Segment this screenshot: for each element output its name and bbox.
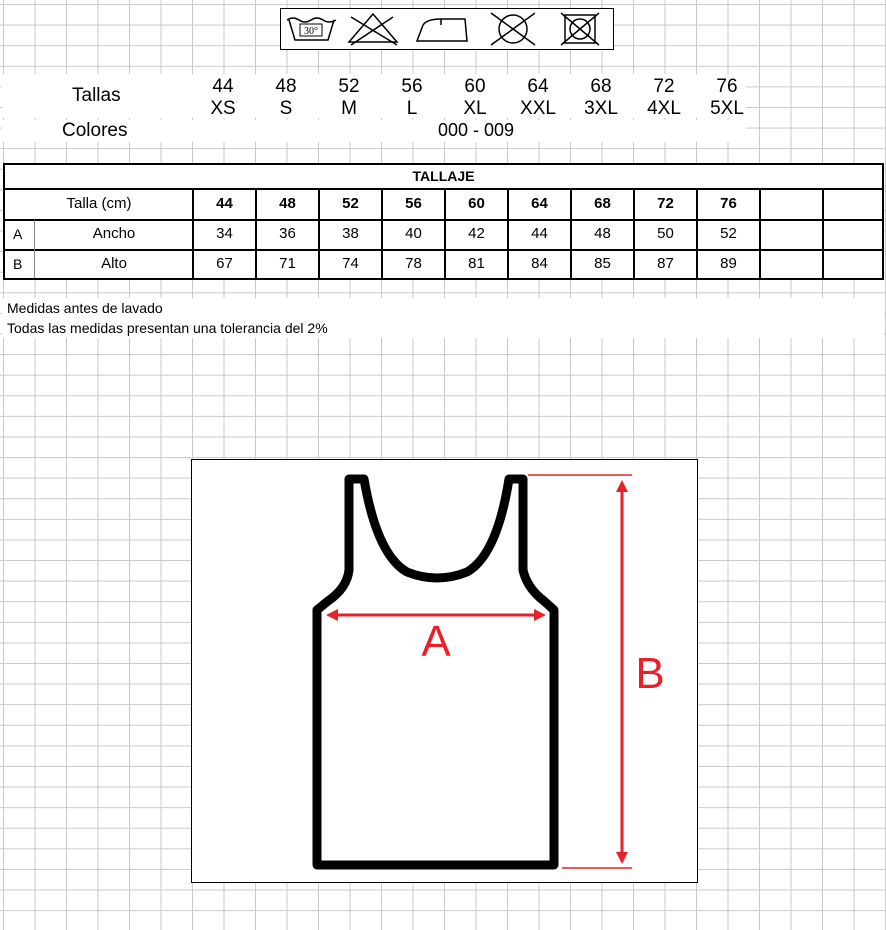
size-number: 72 xyxy=(653,76,675,97)
row-value: 74 xyxy=(342,255,359,272)
notes-section xyxy=(2,298,884,338)
size-number: 64 xyxy=(527,76,549,97)
row-value: 34 xyxy=(216,225,233,242)
table-divider xyxy=(192,190,194,278)
size-letter: XL xyxy=(463,98,487,119)
tallaje-table xyxy=(3,163,884,280)
size-letter: 3XL xyxy=(584,98,618,119)
row-value: 87 xyxy=(657,255,674,272)
size-letter: XXL xyxy=(520,98,556,119)
size-number: 68 xyxy=(590,76,612,97)
row-value: 40 xyxy=(405,225,422,242)
no-tumble-dry-icon xyxy=(561,13,599,45)
size-number: 60 xyxy=(464,76,486,97)
size-number: 52 xyxy=(338,76,360,97)
row-value: 89 xyxy=(720,255,737,272)
header-size: 56 xyxy=(405,195,422,212)
size-letter: M xyxy=(341,98,357,119)
row-value: 81 xyxy=(468,255,485,272)
row-code: B xyxy=(13,256,23,272)
garment-diagram xyxy=(191,459,698,883)
table-divider xyxy=(822,190,824,278)
header-size: 44 xyxy=(216,195,233,212)
wash-30-icon xyxy=(287,18,336,40)
table-divider xyxy=(696,190,698,278)
row-value: 50 xyxy=(657,225,674,242)
sizes-label: Tallas xyxy=(72,85,121,106)
row-value: 67 xyxy=(216,255,233,272)
size-letter: XS xyxy=(210,98,236,119)
size-number: 56 xyxy=(401,76,423,97)
header-size: 76 xyxy=(720,195,737,212)
row-value: 52 xyxy=(720,225,737,242)
colors-value: 000 - 009 xyxy=(437,120,515,140)
tallaje-title: TALLAJE xyxy=(5,165,882,190)
row-value: 85 xyxy=(594,255,611,272)
header-size: 52 xyxy=(342,195,359,212)
row-value: 84 xyxy=(531,255,548,272)
size-number: 44 xyxy=(212,76,234,97)
table-divider xyxy=(570,190,572,278)
no-dry-clean-icon xyxy=(491,13,535,45)
no-bleach-icon xyxy=(349,14,397,45)
header-size: 72 xyxy=(657,195,674,212)
header-size: 64 xyxy=(531,195,548,212)
care-icons-strip xyxy=(280,8,614,50)
row-value: 38 xyxy=(342,225,359,242)
label-b: B xyxy=(635,649,665,698)
note-line: Medidas antes de lavado xyxy=(7,300,163,316)
table-divider xyxy=(34,220,35,278)
table-divider xyxy=(381,190,383,278)
note-line: Todas las medidas presentan una tolerancia del 2% xyxy=(7,320,328,336)
size-letter: 4XL xyxy=(647,98,681,119)
sizes-section xyxy=(2,74,746,118)
size-number: 76 xyxy=(716,76,738,97)
header-size: 68 xyxy=(594,195,611,212)
iron-icon xyxy=(417,19,467,41)
header-size: 48 xyxy=(279,195,296,212)
table-divider xyxy=(759,190,761,278)
row-name: Ancho xyxy=(92,225,136,242)
row-value: 42 xyxy=(468,225,485,242)
height-arrow-b xyxy=(528,475,632,868)
row-code: A xyxy=(13,226,23,242)
svg-text:30°: 30° xyxy=(304,26,318,37)
row-value: 36 xyxy=(279,225,296,242)
table-divider xyxy=(255,190,257,278)
table-divider xyxy=(507,190,509,278)
row-value: 78 xyxy=(405,255,422,272)
tank-top-outline xyxy=(317,479,554,865)
row-name: Alto xyxy=(101,255,127,272)
row-value: 71 xyxy=(279,255,296,272)
size-number: 48 xyxy=(275,76,297,97)
colors-label: Colores xyxy=(62,120,128,141)
colors-section xyxy=(2,120,746,142)
row-value: 48 xyxy=(594,225,611,242)
table-divider xyxy=(633,190,635,278)
size-letter: S xyxy=(279,98,293,119)
header-label: Talla (cm) xyxy=(66,195,132,212)
header-size: 60 xyxy=(468,195,485,212)
table-divider xyxy=(318,190,320,278)
table-divider xyxy=(444,190,446,278)
row-value: 44 xyxy=(531,225,548,242)
label-a: A xyxy=(421,617,451,666)
size-letter: 5XL xyxy=(710,98,744,119)
size-letter: L xyxy=(406,98,418,119)
